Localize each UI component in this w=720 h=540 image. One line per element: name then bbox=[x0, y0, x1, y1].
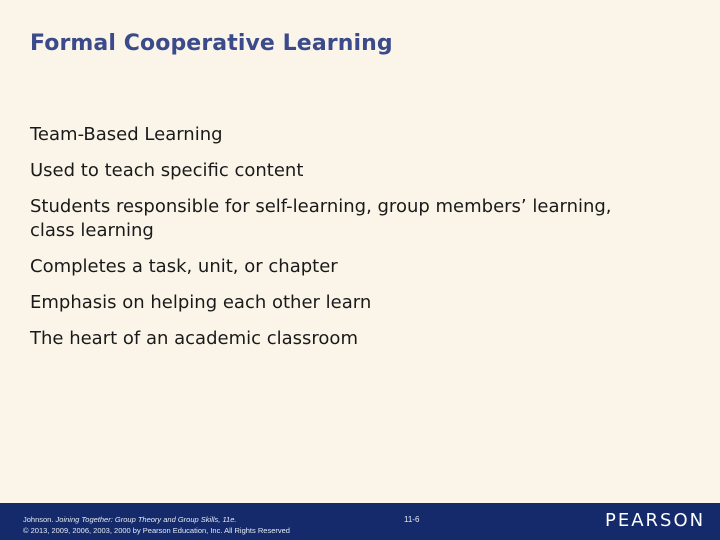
bullet-item: Emphasis on helping each other learn bbox=[30, 292, 372, 313]
bullet-item: Used to teach specific content bbox=[30, 160, 304, 181]
citation-author: Johnson. bbox=[23, 515, 54, 524]
bullet-list bbox=[30, 123, 630, 363]
citation-copyright: © 2013, 2009, 2006, 2003, 2000 by Pearson Education, Inc. All Rights Reserved bbox=[23, 526, 290, 535]
bullet-item: Students responsible for self-learning, group members’ learning, class learning bbox=[30, 196, 612, 241]
footer-citation bbox=[23, 514, 290, 536]
footer-bar bbox=[0, 503, 720, 540]
bullet-item: Team-Based Learning bbox=[30, 124, 223, 145]
citation-line-1 bbox=[23, 514, 290, 525]
citation-book-title: Joining Together: Group Theory and Group Skills, 11e. bbox=[55, 515, 237, 524]
bullet-item: Completes a task, unit, or chapter bbox=[30, 256, 338, 277]
pearson-logo: PEARSON bbox=[605, 510, 706, 531]
page-number: 11-6 bbox=[404, 515, 420, 524]
bullet-item: The heart of an academic classroom bbox=[30, 328, 358, 349]
slide-title: Formal Cooperative Learning bbox=[30, 31, 393, 56]
